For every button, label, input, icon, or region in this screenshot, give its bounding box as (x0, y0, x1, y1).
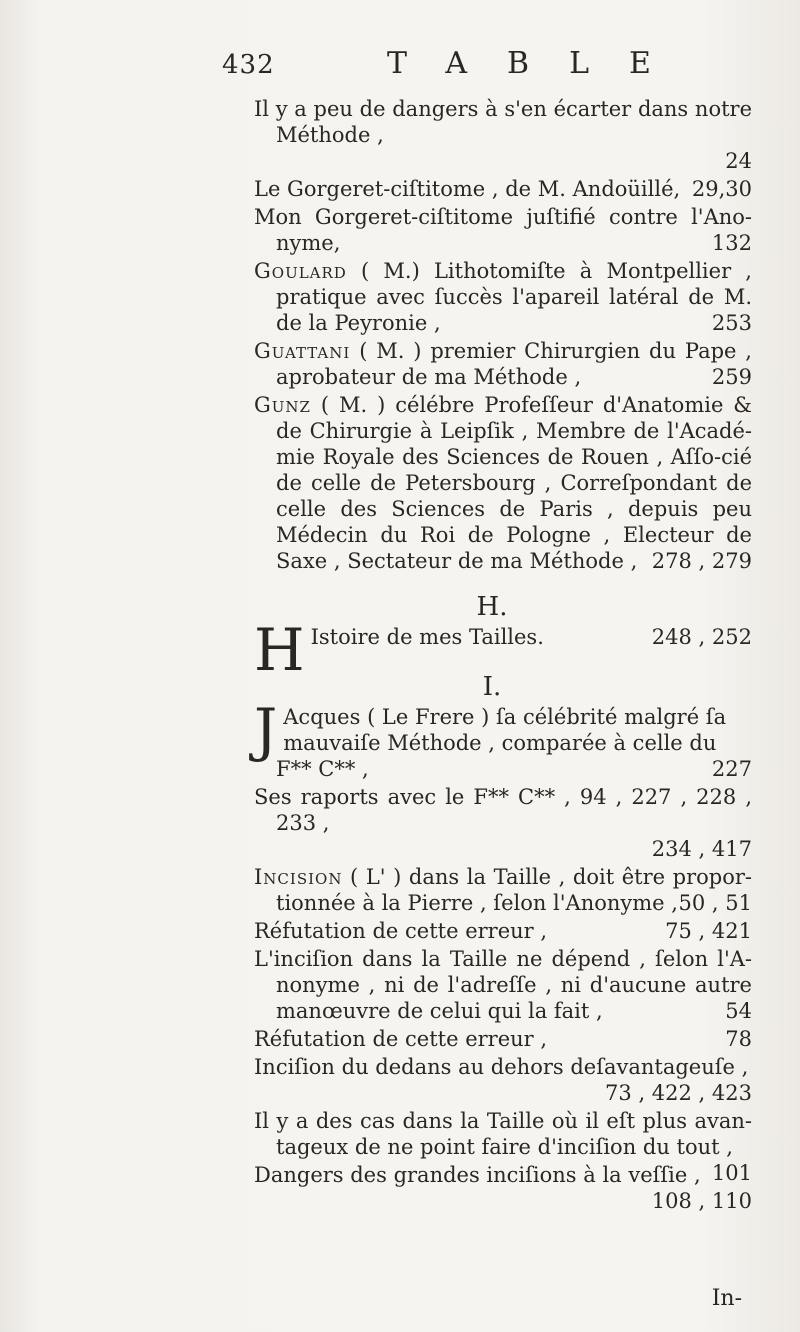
entry-text: Dangers des grandes inciſions à la veſſie , (254, 1163, 701, 1187)
catchword: In- (711, 1286, 742, 1311)
index-entry (254, 1026, 752, 1052)
index-entry (254, 864, 752, 916)
entry-pages: 278 , 279 (651, 549, 752, 573)
entry-text: Réfutation de cette erreur , (254, 919, 548, 943)
entry-text: Le Gorgeret-ciſtitome , de M. Andoüillé, (254, 177, 681, 201)
running-title: TABLE (387, 46, 691, 81)
drop-cap-initial: J (254, 696, 278, 764)
entry-pages: 73 , 422 , 423 (605, 1081, 752, 1105)
entry-pages: 227 (711, 757, 752, 781)
entry-text: Ses raports avec le F** C** , 94 , 227 , 228 , 233 , (254, 785, 752, 835)
entry-text: ( L' ) dans la Taille , doit être propor-tionnée à la Pierre , ſelon l'Anonyme , (276, 865, 752, 915)
index-entry (254, 204, 752, 256)
entry-text: ( M. ) premier Chirurgien du Pape , aprobateur de ma Méthode , (276, 339, 752, 389)
entry-name: Goulard (254, 259, 347, 283)
entry-pages: 101 (711, 1161, 752, 1185)
entry-text: Inciſion du dedans au dehors deſavantageuſe , (254, 1055, 749, 1079)
entry-pages: 248 , 252 (651, 625, 752, 649)
index-entry (254, 918, 752, 944)
entry-name: Gunz (254, 393, 311, 417)
index-entry (254, 696, 752, 782)
entry-name: Incision (254, 865, 343, 889)
entry-text: Il y a peu de dangers à s'en écarter dans notre Méthode , (254, 97, 752, 147)
index-entry (254, 258, 752, 336)
entry-pages: 54 (725, 999, 752, 1023)
entry-pages: 75 , 421 (665, 919, 752, 943)
index-entry (254, 946, 752, 1024)
entry-pages: 132 (711, 231, 752, 255)
entry-pages: 24 (725, 149, 752, 173)
entry-text: de mes Tailles. (386, 625, 544, 649)
section-letter-h: H. (476, 592, 508, 622)
index-entry (254, 784, 752, 862)
entry-name: Istoire (310, 625, 380, 649)
index-entry (254, 392, 752, 574)
drop-cap-initial: H (254, 616, 305, 684)
running-head (222, 46, 782, 90)
entry-name: Acques (283, 705, 361, 729)
index-entry (254, 1054, 752, 1106)
entry-name: Guattani (254, 339, 351, 363)
entry-pages: 259 (711, 365, 752, 389)
entry-text: ( Le Frere ) ſa célébrité malgré ſa mauvaiſe Méthode , comparée à celle du F** C** , (276, 705, 727, 781)
entry-pages: 29,30 (691, 177, 752, 201)
entry-text: L'inciſion dans la Taille ne dépend , ſelon l'A-nonyme , ni de l'adreſſe , ni d'aucune autre manœuvre de celui qui la fait , (254, 947, 752, 1023)
index-entry (254, 96, 752, 174)
index-entry (254, 1162, 752, 1213)
entry-pages: 108 , 110 (651, 1189, 752, 1213)
index-content (254, 96, 752, 1214)
entry-text: ( M.) Lithotomiſte à Montpellier , pratique avec ſuccès l'apareil latéral de M. de la Peyronie , (276, 259, 752, 335)
entry-text: ( M. ) célébre Profeſſeur d'Anatomie & de Chirurgie à Leipſik , Membre de l'Acadé-mie Royale des Sciences de Rouen , Aſſo-cié de celle de Petersbourg , Correſpondant de celle des Sciences de Paris , depuis peu Médecin du Roi de Pologne , Electeur de Saxe , Sectateur de ma Méthode , (276, 393, 752, 573)
section-letter-i: I. (482, 672, 502, 702)
entry-text: Il y a des cas dans la Taille où il eſt plus avan-tageux de ne point faire d'inciſion du tout , (254, 1109, 752, 1159)
entry-pages: 253 (711, 311, 752, 335)
index-entry (254, 176, 752, 202)
entry-pages: 50 , 51 (678, 891, 752, 915)
entry-text: Réfutation de cette erreur , (254, 1027, 548, 1051)
entry-pages: 234 , 417 (651, 837, 752, 861)
index-entry (254, 338, 752, 390)
index-entry (254, 616, 752, 684)
entry-pages: 78 (725, 1027, 752, 1051)
page-number: 432 (222, 50, 275, 80)
entry-text: Mon Gorgeret-ciſtitome juſtifié contre l'Ano-nyme, (254, 205, 752, 255)
